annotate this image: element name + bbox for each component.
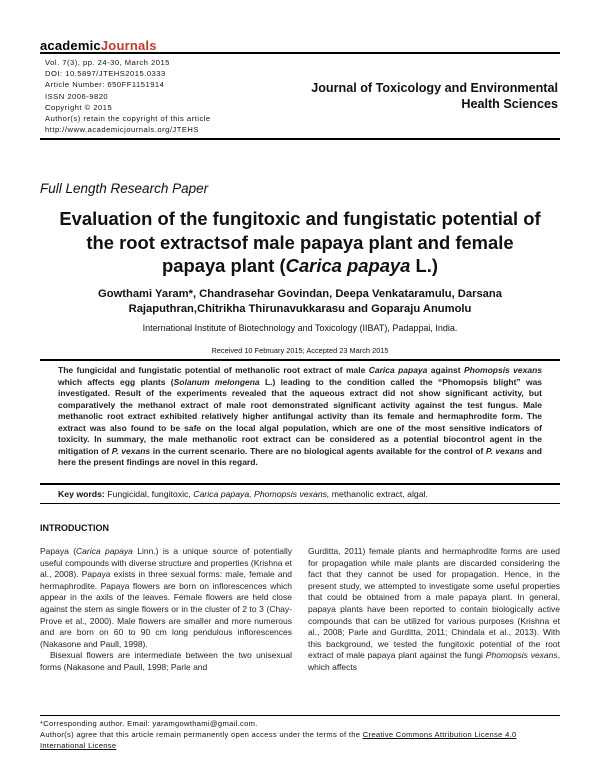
author-list xyxy=(40,287,560,316)
paragraph xyxy=(40,546,292,650)
body-column-right xyxy=(308,546,560,674)
text-seg: , which affects xyxy=(308,650,561,672)
journal-name-line2: Health Sciences xyxy=(461,96,558,111)
body-column-left xyxy=(40,546,292,674)
logo-part2: Journals xyxy=(100,38,157,53)
meta-copyright: Copyright © 2015 xyxy=(45,102,113,112)
abstract-seg: in the current scenario. There are no biological agents available for the control of xyxy=(150,445,486,456)
keywords-seg: methanolic extract, algal. xyxy=(329,489,428,499)
text-seg: Papaya ( xyxy=(40,546,77,556)
text-seg: Gurditta, 2011) female plants and hermaphrodite forms are used for propagation while male plants are discarded considering the fact that they cannot be used for propagation. Hence, in the present study, we attempted to investigate some useful properties that could be obtained from a male papaya plant. In general, papaya plants have been reported to contain biologically active compounds that can be utilized for various purposes (Krishna et al., 2008; Parle and Gurditta, 2011; Chindala et al., 2013). With this background, we tested the fungitoxic potential of the root extract of male papaya plant against the fungi xyxy=(308,546,560,661)
publisher-logo xyxy=(40,38,157,53)
license-text: Author(s) agree that this article remain permanently open access under the terms of the xyxy=(40,730,363,740)
title-line1: Evaluation of the fungitoxic and fungistatic potential of xyxy=(59,208,541,229)
journal-name-line1: Journal of Toxicology and Environmental xyxy=(311,81,558,95)
license-statement xyxy=(40,729,560,751)
abstract-species: Solanum melongena xyxy=(173,376,260,387)
paragraph: Bisexual flowers are intermediate between the two unisexual forms (Nakasone and Paull, 1998; Parle and xyxy=(40,650,292,672)
abstract-seg: The fungicidal and fungistatic potential of methanolic root extract of male xyxy=(58,365,369,375)
article-header-box xyxy=(40,52,560,140)
logo-part1: academic xyxy=(40,38,101,53)
abstract-seg: against xyxy=(427,365,464,375)
text-seg: Linn.) is a unique source of potentially useful compounds with diverse structure and properties (Krishna et al., 2008). Papaya exists in three sexual forms: male, female and hermaphrodite. Papaya flowers are born on inflorescences which appear in the axils of the leaves. Female flowers are held close against the stem as single flowers or in the cluster of 2 to 3 (Chay-Prove et al., 2000). Male flowers are smaller and more numerous and are born on 60 to 90 cm long pendulous inflorescences (Nakasone and Paull, 1998). xyxy=(40,546,292,649)
article-metadata xyxy=(45,57,211,135)
meta-rights: Author(s) retain the copyright of this article xyxy=(45,114,211,124)
abstract-seg: and here the present findings are novel in this regard. xyxy=(58,445,542,467)
paper-type: Full Length Research Paper xyxy=(40,181,209,196)
species-name: Carica papaya xyxy=(76,546,133,556)
species-name: Phomopsis vexans xyxy=(485,650,558,661)
keywords xyxy=(58,489,548,499)
abstract-species: P. vexans xyxy=(111,445,151,456)
paper-title xyxy=(40,207,560,278)
authors-line1: Gowthami Yaram*, Chandrasehar Govindan, Deepa Venkataramulu, Darsana xyxy=(98,288,502,300)
corresponding-author: *Corresponding author. Email: yaramgowthami@gmail.com. xyxy=(40,719,258,728)
title-species: Carica papaya xyxy=(285,255,411,276)
abstract-species: P. vexans xyxy=(485,445,525,456)
keywords-seg: Fungicidal, fungitoxic, xyxy=(104,489,194,499)
abstract-seg: which affects egg plants ( xyxy=(58,376,174,387)
footnote xyxy=(40,718,560,752)
license-link[interactable]: Creative Commons Attribution License 4.0 International License xyxy=(40,730,517,751)
affiliation: International Institute of Biotechnology and Toxicology (IIBAT), Padappai, India. xyxy=(142,323,458,333)
title-line3 xyxy=(40,254,560,278)
abstract-box xyxy=(40,359,560,485)
footnote-divider xyxy=(40,715,560,716)
abstract-species: Phomopsis vexans xyxy=(463,365,542,375)
title-line3-post: L.) xyxy=(410,255,438,276)
keywords-label: Key words: xyxy=(58,489,105,499)
title-line3-pre: papaya plant ( xyxy=(162,255,286,276)
meta-journal-url[interactable]: http://www.academicjournals.org/JTEHS xyxy=(45,125,199,135)
paragraph xyxy=(308,546,560,674)
keywords-species: Carica papaya, Phomopsis vexans, xyxy=(193,489,330,499)
authors-line2: Rajaputhran,Chitrikha Thirunavukkarasu and Goparaju Anumolu xyxy=(128,302,472,315)
journal-name xyxy=(311,81,558,112)
abstract-species: Carica papaya xyxy=(368,365,428,375)
section-heading-introduction: INTRODUCTION xyxy=(40,523,109,533)
received-accepted-dates: Received 10 February 2015; Accepted 23 March 2015 xyxy=(211,346,389,355)
meta-volume: Vol. 7(3), pp. 24-30, March 2015 xyxy=(45,58,170,67)
meta-article-number: Article Number: 650FF1151914 xyxy=(45,80,165,90)
title-line2: the root extractsof male papaya plant and female xyxy=(86,231,514,253)
abstract-seg: L.) leading to the condition called the “Phomopsis blight” was investigated. Result of the experiments revealed that the aqueous extract did not show significant activity, but comparatively the methanol extract of male root demonstrated significant activity against the test fungus. Male methanolic root extract exhibited relatively higher antifungal activity than its female and hermaphrodite form. The extract was also found to be safe on the local algal population, which are one of the most sensitive indicators of toxicity. In summary, the male methanolic root extract can be considered as a potential biocontrol agent in the mitigation of xyxy=(58,376,543,456)
keywords-divider xyxy=(40,503,560,504)
meta-doi: DOI: 10.5897/JTEHS2015.0333 xyxy=(45,69,166,79)
meta-issn: ISSN 2006-9820 xyxy=(45,91,109,101)
abstract-text xyxy=(58,365,542,469)
